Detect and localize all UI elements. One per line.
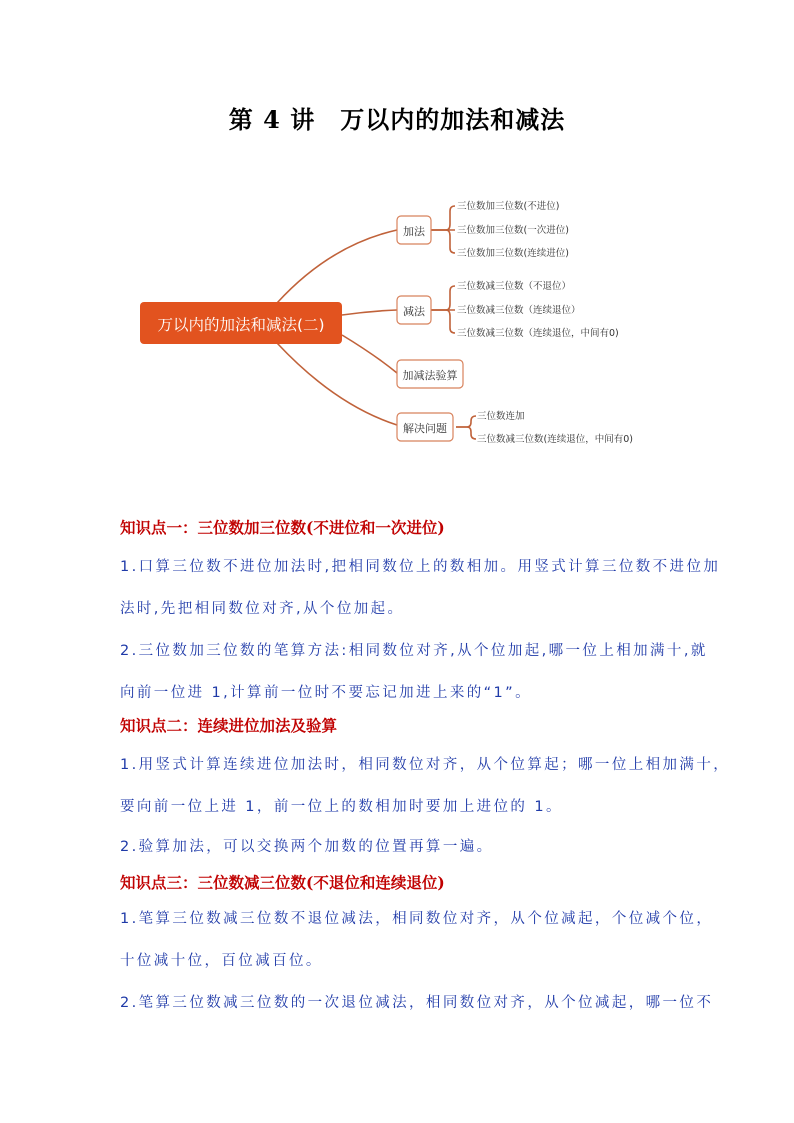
leaf-label: 三位数加三位数(一次进位) bbox=[457, 225, 569, 236]
leaf-label: 三位数减三位数（连续退位） bbox=[457, 305, 581, 316]
leaf-label: 三位数加三位数(连续进位) bbox=[457, 248, 569, 259]
branch-label: 加减法验算 bbox=[402, 369, 458, 382]
connector-leaf bbox=[456, 416, 476, 427]
connector-leaf bbox=[431, 310, 455, 333]
mind-map-root bbox=[140, 302, 342, 344]
branch-problems bbox=[397, 413, 453, 441]
paragraph-line: 向前一位进 1,计算前一位时不要忘记加进上来的“1”。 bbox=[120, 685, 532, 701]
connector-leaf bbox=[431, 230, 455, 253]
page-title: 第 4 讲 万以内的加法和减法 bbox=[228, 105, 566, 134]
root-label: 万以内的加法和减法(二) bbox=[157, 316, 325, 334]
connector-leaf bbox=[456, 427, 476, 439]
leaf-label: 三位数加三位数(不进位) bbox=[457, 201, 560, 212]
paragraph-line: 2.笔算三位数减三位数的一次退位减法，相同数位对齐，从个位减起，哪一位不 bbox=[120, 995, 714, 1011]
paragraph-line: 法时,先把相同数位对齐,从个位加起。 bbox=[120, 601, 405, 617]
paragraph-line: 1.笔算三位数减三位数不退位减法，相同数位对齐，从个位减起，个位减个位， bbox=[120, 911, 714, 927]
connector-leaf bbox=[431, 206, 455, 230]
mind-map bbox=[0, 185, 794, 465]
branch-label: 解决问题 bbox=[403, 422, 447, 435]
branch-addition bbox=[397, 216, 431, 244]
section-heading-1: 知识点一：三位数加三位数(不进位和一次进位) bbox=[120, 518, 445, 537]
section-heading-3: 知识点三：三位数减三位数(不退位和连续退位) bbox=[120, 873, 445, 892]
leaf-label: 三位数减三位数（连续退位，中间有0) bbox=[457, 328, 619, 339]
paragraph-line: 1.口算三位数不进位加法时,把相同数位上的数相加。用竖式计算三位数不进位加 bbox=[120, 559, 721, 575]
connector-leaf bbox=[431, 286, 455, 310]
leaf-label: 三位数减三位数(连续退位，中间有0) bbox=[477, 434, 633, 445]
paragraph-line: 2.验算加法，可以交换两个加数的位置再算一遍。 bbox=[120, 839, 494, 855]
paragraph-line: 要向前一位上进 1，前一位上的数相加时要加上进位的 1。 bbox=[120, 799, 563, 815]
connector-subtraction bbox=[342, 310, 397, 315]
leaf-label: 三位数减三位数（不退位） bbox=[457, 281, 572, 292]
connector-problems bbox=[277, 343, 397, 425]
connector-addition bbox=[277, 230, 397, 303]
branch-subtraction bbox=[397, 296, 431, 324]
branch-label: 加法 bbox=[403, 225, 425, 238]
paragraph-line: 十位减十位，百位减百位。 bbox=[120, 953, 323, 969]
section-heading-2: 知识点二：连续进位加法及验算 bbox=[120, 716, 338, 735]
paragraph-line: 2.三位数加三位数的笔算方法:相同数位对齐,从个位加起,哪一位上相加满十,就 bbox=[120, 643, 708, 659]
branch-check bbox=[397, 360, 463, 388]
leaf-label: 三位数连加 bbox=[477, 411, 525, 422]
paragraph-line: 1.用竖式计算连续进位加法时，相同数位对齐，从个位算起；哪一位上相加满十， bbox=[120, 757, 731, 773]
branch-label: 减法 bbox=[403, 305, 425, 318]
connector-check bbox=[342, 335, 397, 373]
